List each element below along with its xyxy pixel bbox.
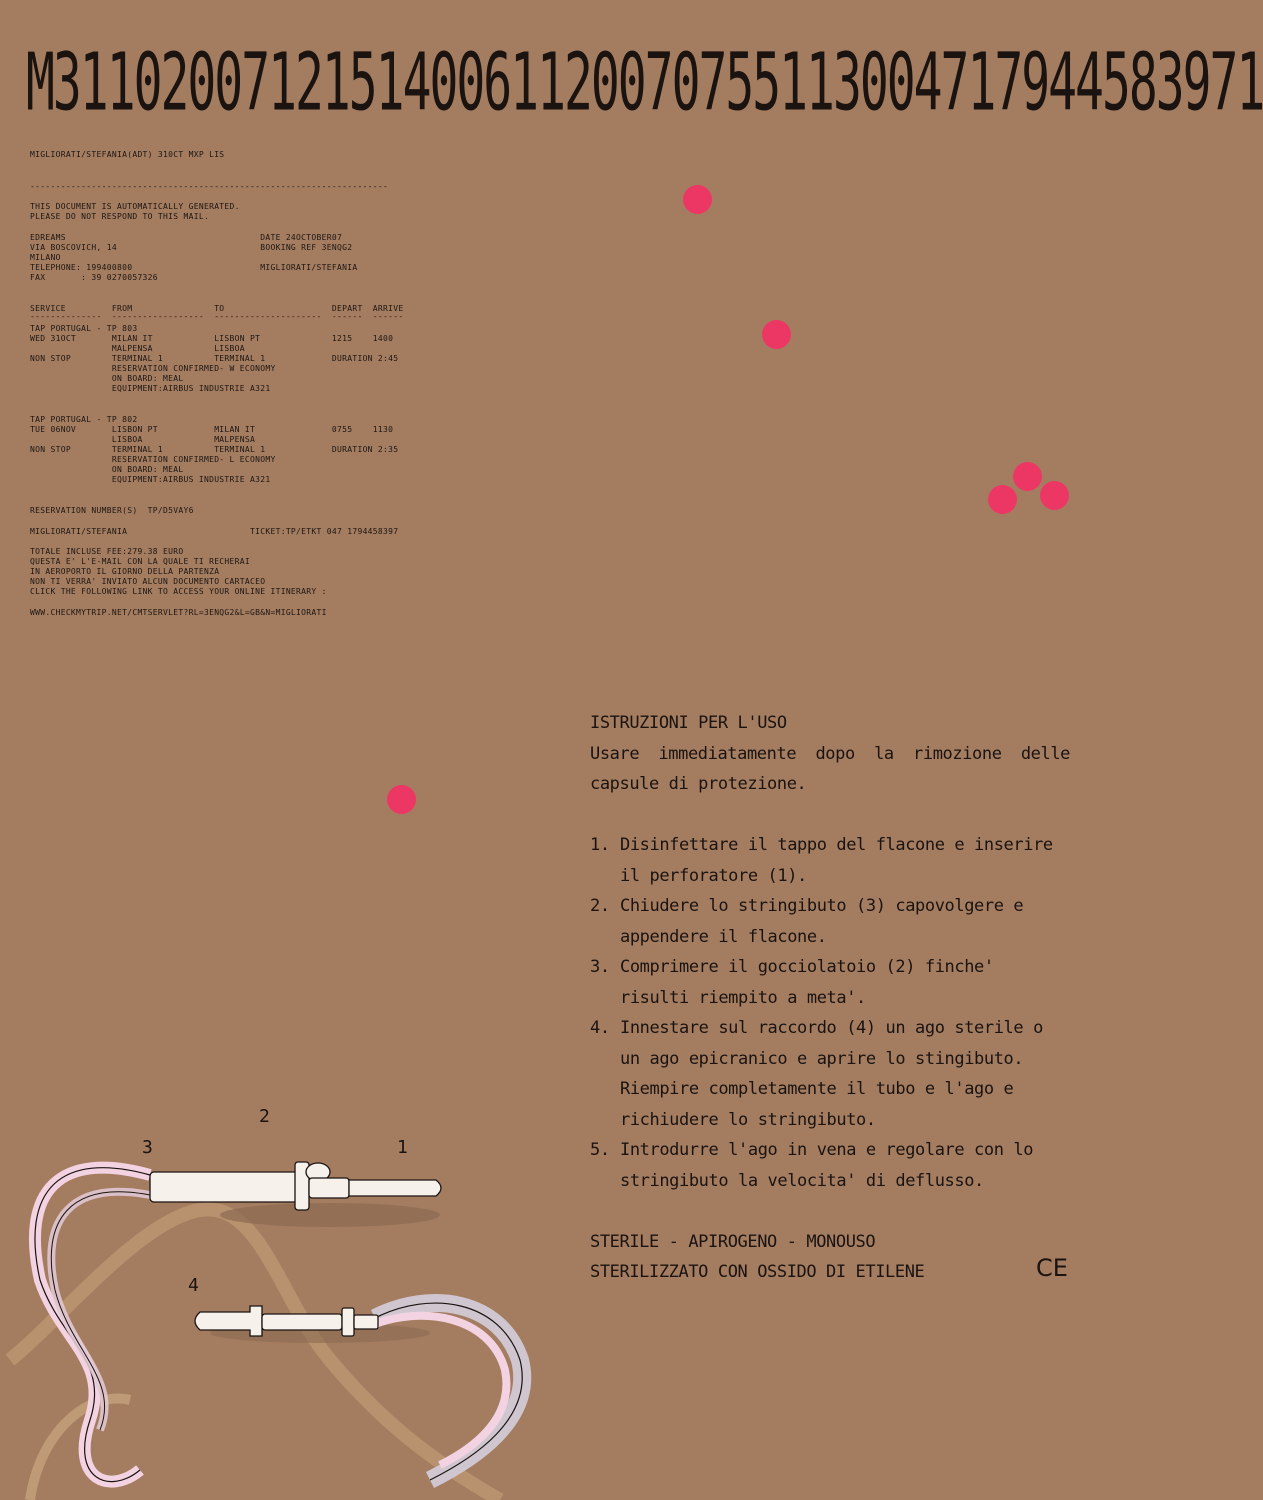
receipt-line: RESERVATION NUMBER(S) TP/D5VAY6	[30, 506, 194, 515]
receipt-line: TAP PORTUGAL - TP 802	[30, 415, 138, 424]
instructions-intro-line-1: Usare immediatamente dopo la rimozione delle	[590, 743, 1070, 764]
receipt-line: WED 31OCT MILAN IT LISBON PT 1215 1400	[30, 334, 394, 343]
instructions-footer-line-1: STERILE - APIROGENO - MONOUSO	[590, 1231, 876, 1252]
receipt-table-rule: -------------- ------------------ --------------------- ------ ------	[30, 312, 404, 321]
receipt-line: NON STOP TERMINAL 1 TERMINAL 1 DURATION 2:45	[30, 354, 399, 363]
drip-chamber	[150, 1162, 441, 1210]
step-number: 3.	[590, 957, 610, 977]
step-number: 2.	[590, 896, 610, 916]
receipt-line: EDREAMS DATE 24OCTOBER07	[30, 233, 343, 242]
instruction-step	[590, 891, 1070, 952]
pink-dot	[762, 320, 791, 349]
receipt-line: FAX : 39 0270057326	[30, 273, 158, 282]
receipt-line: MALPENSA LISBOA	[30, 344, 245, 353]
callout-label-4: 4	[188, 1275, 199, 1296]
receipt-line: THIS DOCUMENT IS AUTOMATICALLY GENERATED.	[30, 202, 240, 211]
receipt-line: VIA BOSCOVICH, 14 BOOKING REF 3ENQG2	[30, 243, 353, 252]
receipt-line: CLICK THE FOLLOWING LINK TO ACCESS YOUR ONLINE ITINERARY :	[30, 587, 327, 596]
instruction-step	[590, 952, 1070, 1013]
pink-dot	[988, 485, 1017, 514]
instructions-title: ISTRUZIONI PER L'USO	[590, 713, 787, 733]
pink-dot	[1040, 481, 1069, 510]
receipt-line: RESERVATION CONFIRMED- W ECONOMY	[30, 364, 276, 373]
usage-instructions	[590, 708, 1070, 1288]
pink-dot	[683, 185, 712, 214]
itinerary-link[interactable]: WWW.CHECKMYTRIP.NET/CMTSERVLET?RL=3ENQG2&L=GB&N=MIGLIORATI	[30, 608, 327, 617]
barcode-number-headline: M311020071215140061120070755113004717944583971	[26, 36, 1263, 130]
receipt-line: TAP PORTUGAL - TP 803	[30, 324, 138, 333]
receipt-table-header: SERVICE FROM TO DEPART ARRIVE	[30, 304, 404, 313]
receipt-line: PLEASE DO NOT RESPOND TO THIS MAIL.	[30, 212, 210, 221]
receipt-line: TUE 06NOV LISBON PT MILAN IT 0755 1130	[30, 425, 394, 434]
receipt-line: EQUIPMENT:AIRBUS INDUSTRIE A321	[30, 384, 271, 393]
instruction-step	[590, 1135, 1070, 1196]
infusion-set-illustration	[0, 1100, 560, 1500]
ce-mark-icon: CE	[1036, 1254, 1068, 1282]
step-number: 1.	[590, 835, 610, 855]
receipt-line: EQUIPMENT:AIRBUS INDUSTRIE A321	[30, 475, 271, 484]
receipt-line: ON BOARD: MEAL	[30, 374, 184, 383]
instruction-step	[590, 1013, 1070, 1135]
step-number: 5.	[590, 1140, 610, 1160]
receipt-line: LISBOA MALPENSA	[30, 435, 256, 444]
instructions-footer-line-2: STERILIZZATO CON OSSIDO DI ETILENE	[590, 1262, 925, 1282]
receipt-line: ON BOARD: MEAL	[30, 465, 184, 474]
receipt-line: MILANO	[30, 253, 61, 262]
step-text: Comprimere il gocciolatoio (2) finche' risulti riempito a meta'.	[620, 957, 994, 1008]
receipt-line: NON TI VERRA' INVIATO ALCUN DOCUMENTO CARTACEO	[30, 577, 266, 586]
step-text: Introdurre l'ago in vena e regolare con lo stringibuto la velocita' di deflusso.	[620, 1140, 1034, 1191]
callout-label-2: 2	[259, 1106, 270, 1127]
receipt-line: MIGLIORATI/STEFANIA TICKET:TP/ETKT 047 1794458397	[30, 527, 399, 536]
step-text: Chiudere lo stringibuto (3) capovolgere e appendere il flacone.	[620, 896, 1024, 947]
receipt-line: MIGLIORATI/STEFANIA(ADT) 310CT MXP LIS	[30, 150, 225, 159]
receipt-line: RESERVATION CONFIRMED- L ECONOMY	[30, 455, 276, 464]
callout-label-1: 1	[397, 1137, 408, 1158]
step-text: Disinfettare il tappo del flacone e inserire il perforatore (1).	[620, 835, 1053, 886]
receipt-line: TOTALE INCLUSE FEE:279.38 EURO	[30, 547, 184, 556]
receipt-line: IN AEROPORTO IL GIORNO DELLA PARTENZA	[30, 567, 220, 576]
instruction-step	[590, 830, 1070, 891]
callout-label-3: 3	[142, 1137, 153, 1158]
step-text: Innestare sul raccordo (4) un ago sterile o un ago epicranico e aprire lo stingibuto. Riempire completamente il tubo e l'ago e richiudere lo stringibuto.	[620, 1018, 1043, 1130]
pink-dot	[1013, 462, 1042, 491]
instructions-intro-line-2: capsule di protezione.	[590, 774, 807, 794]
receipt-line: NON STOP TERMINAL 1 TERMINAL 1 DURATION 2:35	[30, 445, 399, 454]
receipt-divider: ----------------------------------------------------------------------	[30, 182, 389, 191]
receipt-line: QUESTA E' L'E-MAIL CON LA QUALE TI RECHERAI	[30, 557, 251, 566]
pink-dot	[387, 785, 416, 814]
step-number: 4.	[590, 1018, 610, 1038]
receipt-line: TELEPHONE: 199400800 MIGLIORATI/STEFANIA	[30, 263, 358, 272]
